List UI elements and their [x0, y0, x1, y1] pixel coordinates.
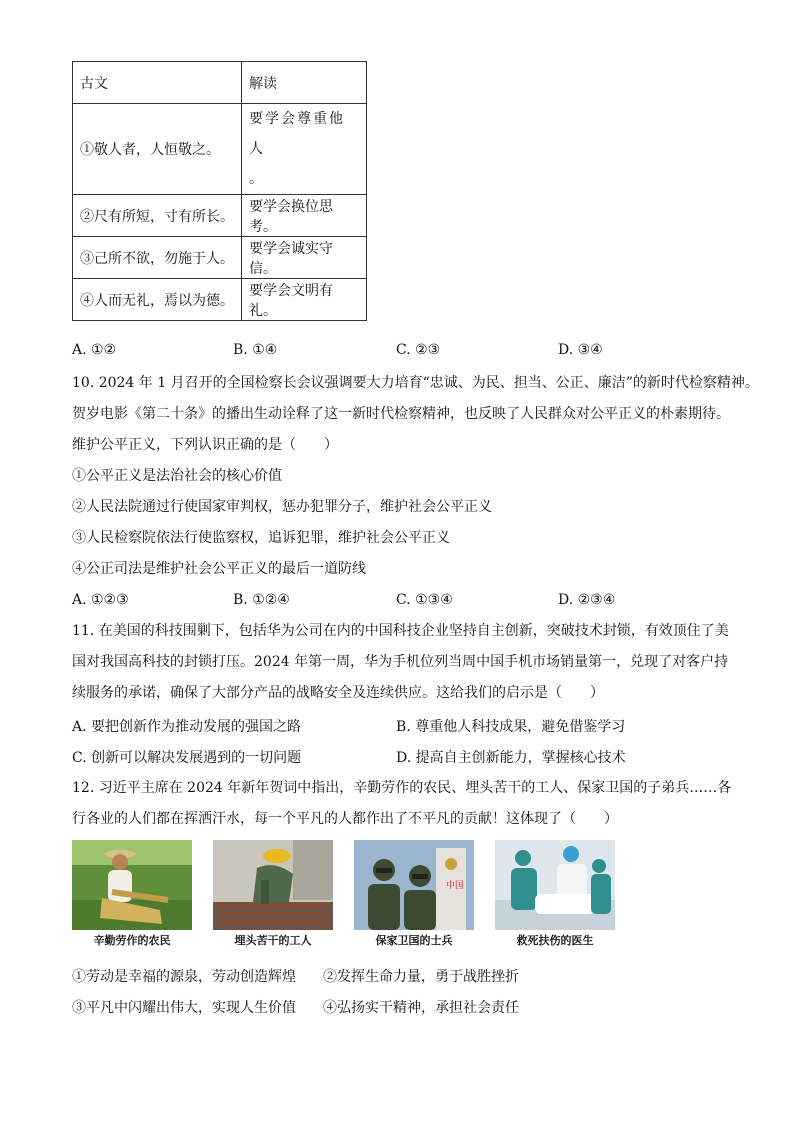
- table-cell-meaning: 要学会诚实守信。: [242, 237, 367, 279]
- farmer-photo: [72, 840, 192, 930]
- q12-statement: ④弘扬实干精神，承担社会责任: [323, 1000, 519, 1016]
- q12-statement: ②发挥生命力量，勇于战胜挫折: [323, 969, 519, 985]
- q10-statement: ③人民检察院依法行使监察权，追诉犯罪，维护社会公平正义: [72, 530, 450, 546]
- q12-statement: ③平凡中闪耀出伟大，实现人生价值: [72, 1000, 296, 1016]
- q10-stem-line: 贺岁电影《第二十条》的播出生动诠释了这一新时代检察精神，也反映了人民群众对公平正义的朴素期待。: [72, 406, 730, 422]
- q10-statement: ②人民法院通过行使国家审判权，惩办犯罪分子，维护社会公平正义: [72, 499, 492, 515]
- soldier-illustration: [354, 840, 474, 930]
- doctor-caption: 救死扶伤的医生: [516, 934, 594, 947]
- q12-statement: ①劳动是幸福的源泉，劳动创造辉煌: [72, 969, 296, 985]
- q11-option-b[interactable]: B. 尊重他人科技成果，避免借鉴学习: [396, 719, 626, 735]
- q10-option-c[interactable]: C. ①③④: [396, 592, 453, 608]
- q11-option-a[interactable]: A. 要把创新作为推动发展的强国之路: [72, 719, 302, 735]
- doctor-photo: [495, 840, 615, 930]
- q10-statement: ①公平正义是法治社会的核心价值: [72, 468, 282, 484]
- table-cell-meaning-line: 要学会尊重他人: [249, 111, 345, 157]
- q11-option-c[interactable]: C. 创新可以解决发展遇到的一切问题: [72, 750, 302, 766]
- ancient-text-table: [72, 61, 367, 321]
- worker-photo: [213, 840, 333, 930]
- table-cell-meaning: 要学会文明有礼。: [242, 279, 367, 321]
- soldier-photo: [354, 840, 474, 930]
- q9-option-c[interactable]: C. ②③: [396, 342, 441, 358]
- q10-statement: ④公正司法是维护社会公平正义的最后一道防线: [72, 561, 366, 577]
- table-cell-meaning: [242, 104, 367, 195]
- table-cell-meaning-line: 。: [249, 171, 263, 187]
- table-header-cell: 古文: [73, 62, 242, 104]
- doctor-illustration: [495, 840, 615, 930]
- table-cell-text: ③己所不欲，勿施于人。: [73, 237, 242, 279]
- table-cell-text: ②尺有所短，寸有所长。: [73, 195, 242, 237]
- q11-stem-line: 11. 在美国的科技围剿下，包括华为公司在内的中国科技企业坚持自主创新，突破技术封锁，有效顶住了美: [72, 623, 729, 639]
- table-row: [73, 279, 367, 321]
- q11-option-d[interactable]: D. 提高自主创新能力，掌握核心技术: [396, 750, 626, 766]
- worker-illustration: [213, 840, 333, 930]
- q12-stem-line: 12. 习近平主席在 2024 年新年贺词中指出，辛勤劳作的农民、埋头苦干的工人、保家卫国的子弟兵……各: [72, 780, 732, 796]
- farmer-illustration: [72, 840, 192, 930]
- q10-option-a[interactable]: A. ①②③: [72, 592, 129, 608]
- q10-option-d[interactable]: D. ②③④: [558, 592, 616, 608]
- table-row: [73, 104, 367, 195]
- q11-stem-line: 续服务的承诺，确保了大部分产品的战略安全及连续供应。这给我们的启示是（ ）: [72, 685, 604, 701]
- q9-option-d[interactable]: D. ③④: [558, 342, 603, 358]
- table-cell-text: ④人而无礼，焉以为德。: [73, 279, 242, 321]
- q10-stem-line: 10. 2024 年 1 月召开的全国检察长会议强调要大力培育“忠诚、为民、担当、公正、廉洁”的新时代检察精神。: [72, 375, 759, 391]
- table-header-row: [73, 62, 367, 104]
- q12-stem-line: 行各业的人们都在挥洒汗水，每一个平凡的人都作出了不平凡的贡献！这体现了（ ）: [72, 811, 618, 827]
- q9-option-b[interactable]: B. ①④: [233, 342, 278, 358]
- q11-stem-line: 国对我国高科技的封锁打压。2024 年第一周，华为手机位列当周中国手机市场销量第一，兑现了对客户持: [72, 654, 729, 670]
- soldier-caption: 保家卫国的士兵: [375, 934, 453, 947]
- q10-option-b[interactable]: B. ①②④: [233, 592, 290, 608]
- q10-stem-line: 维护公平正义，下列认识正确的是（ ）: [72, 437, 338, 453]
- table-row: [73, 195, 367, 237]
- border-marker-text: 中国: [446, 881, 465, 891]
- worker-caption: 埋头苦干的工人: [234, 934, 312, 947]
- table-row: [73, 237, 367, 279]
- table-header-cell: 解读: [242, 62, 367, 104]
- q9-option-a[interactable]: A. ①②: [72, 342, 117, 358]
- farmer-caption: 辛勤劳作的农民: [93, 934, 171, 947]
- table-cell-meaning: 要学会换位思考。: [242, 195, 367, 237]
- table-cell-text: ①敬人者，人恒敬之。: [73, 104, 242, 195]
